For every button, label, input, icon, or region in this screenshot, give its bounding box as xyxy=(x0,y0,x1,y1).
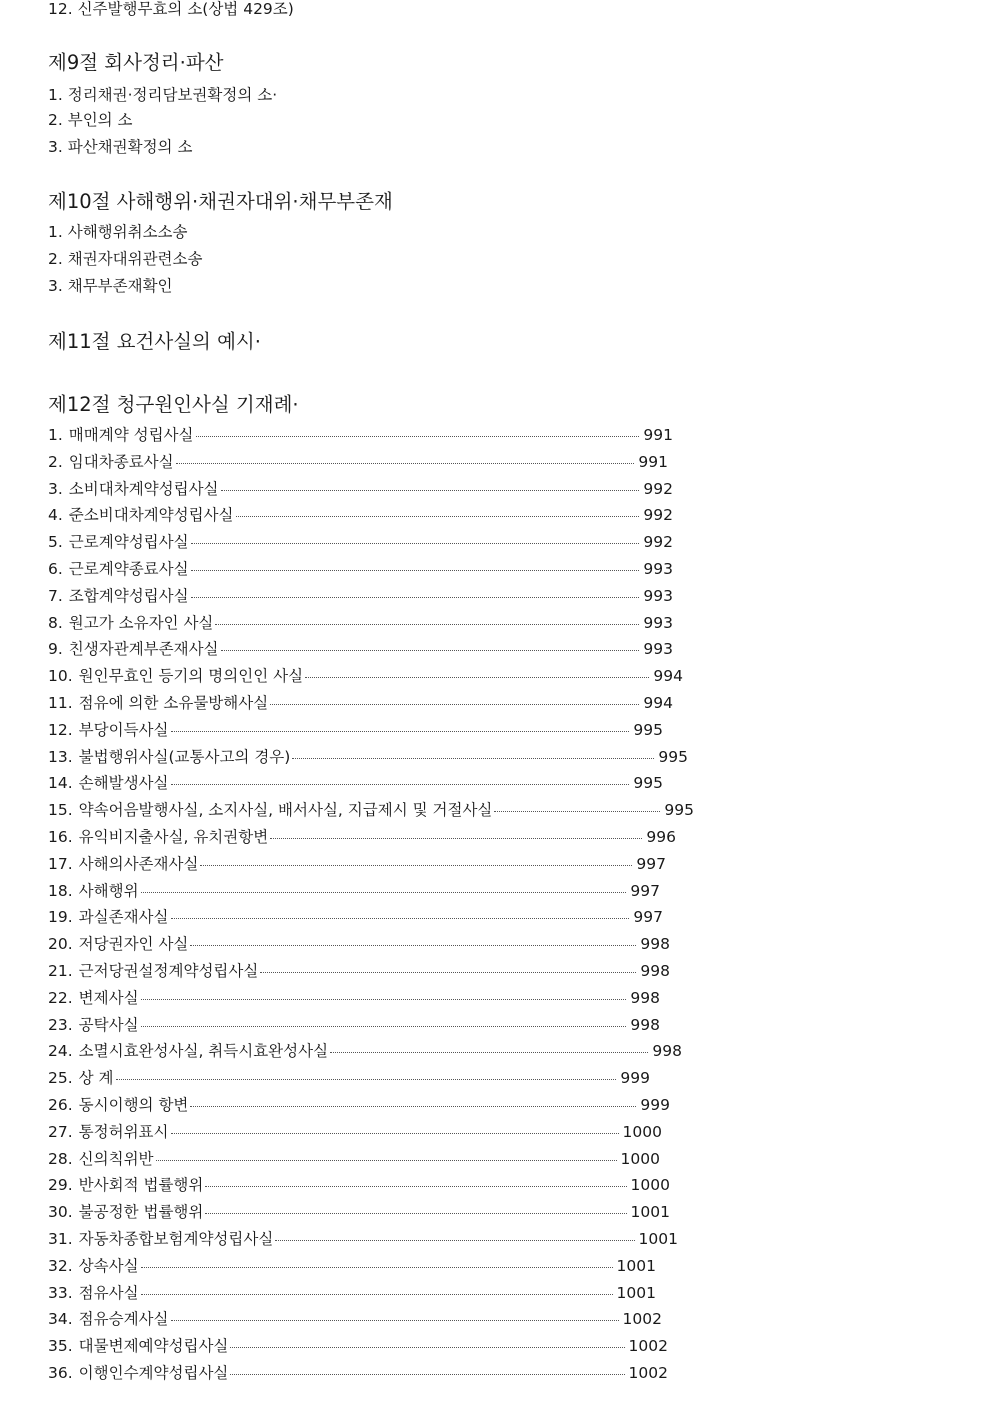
toc-entry-number: 12. xyxy=(48,720,73,739)
toc-entry-page: 999 xyxy=(640,1096,670,1114)
toc-entry-page: 998 xyxy=(640,935,670,954)
toc-entry xyxy=(48,1038,682,1064)
toc-entry xyxy=(48,1306,662,1332)
toc-entry-title: 점유에 의한 소유물방해사실 xyxy=(78,694,269,712)
toc-entry-page: 997 xyxy=(636,854,666,873)
toc-entry-title: 원고가 소유자인 사실 xyxy=(68,613,214,632)
toc-entry-number: 25. xyxy=(48,1069,73,1088)
toc-entry-number: 28. xyxy=(48,1149,73,1168)
toc-entry-page: 995 xyxy=(633,720,663,739)
toc-entry-title: 저당권자인 사실 xyxy=(78,935,189,954)
toc-entry-page: 991 xyxy=(638,452,668,471)
toc-entry xyxy=(48,797,694,823)
toc-entry xyxy=(48,1119,662,1145)
dot-leader xyxy=(292,757,654,759)
toc-entry-title: 신의칙위반 xyxy=(78,1149,154,1168)
toc-entry-title: 대물변제예약성립사실 xyxy=(78,1337,229,1356)
dot-leader xyxy=(270,703,639,705)
toc-entry-number: 13. xyxy=(48,747,73,766)
toc-entry xyxy=(48,931,670,957)
toc-entry-page: 992 xyxy=(643,506,673,525)
toc-entry-number: 18. xyxy=(48,881,73,900)
section-heading: 제11절 요건사실의 예시· xyxy=(48,330,261,353)
toc-entry-page: 999 xyxy=(620,1069,650,1088)
toc-entry-title: 사해의사존재사실 xyxy=(78,854,199,873)
dot-leader xyxy=(141,1266,613,1268)
dot-leader xyxy=(141,891,627,893)
toc-entry xyxy=(48,1333,668,1359)
toc-entry-number: 22. xyxy=(48,988,73,1007)
toc-entry-number: 15. xyxy=(48,801,73,820)
toc-entry-title: 이행인수계약성립사실 xyxy=(78,1364,229,1382)
dot-leader xyxy=(330,1051,648,1053)
toc-entry-page: 998 xyxy=(640,962,670,980)
toc-entry-page: 1002 xyxy=(628,1337,668,1356)
dot-leader xyxy=(215,623,639,625)
toc-entry-page: 991 xyxy=(643,426,673,444)
toc-entry-number: 10. xyxy=(48,667,73,686)
toc-entry xyxy=(48,610,673,636)
toc-entry xyxy=(48,1199,670,1225)
dot-leader xyxy=(171,917,630,919)
toc-entry xyxy=(48,958,670,984)
toc-entry-number: 2. xyxy=(48,452,63,471)
toc-heading: 제12절 청구원인사실 기재례· xyxy=(48,393,299,416)
toc-entry-page: 993 xyxy=(643,613,673,632)
toc-entry-page: 1000 xyxy=(622,1122,662,1141)
toc-entry-title: 임대차종료사실 xyxy=(68,452,174,471)
toc-entry xyxy=(48,904,663,930)
toc-entry-title: 사해행위 xyxy=(78,881,139,900)
dot-leader xyxy=(221,489,640,491)
dot-leader xyxy=(270,837,642,839)
dot-leader xyxy=(205,1212,626,1214)
toc-entry-page: 997 xyxy=(630,881,660,900)
toc-entry-title: 근로계약성립사실 xyxy=(68,533,189,552)
dot-leader xyxy=(236,515,640,517)
dot-leader xyxy=(191,542,640,544)
toc-entry xyxy=(48,502,673,528)
toc-entry xyxy=(48,422,673,448)
toc-entry-title: 과실존재사실 xyxy=(78,908,169,927)
dot-leader xyxy=(171,1319,619,1321)
dot-leader xyxy=(230,1373,624,1375)
toc-entry-title: 조합계약성립사실 xyxy=(68,586,189,605)
dot-leader xyxy=(305,676,649,678)
toc-entry-title: 유익비지출사실, 유치권항변 xyxy=(78,828,269,846)
dot-leader xyxy=(176,462,635,464)
toc-entry-title: 매매계약 성립사실 xyxy=(68,426,194,444)
dot-leader xyxy=(275,1239,634,1241)
toc-entry-page: 995 xyxy=(633,774,663,793)
toc-entry-title: 점유사실 xyxy=(78,1283,139,1302)
toc-entry-page: 1002 xyxy=(628,1364,668,1382)
dot-leader xyxy=(141,1025,627,1027)
toc-entry-title: 손해발생사실 xyxy=(78,774,169,793)
toc-entry-number: 29. xyxy=(48,1176,73,1195)
toc-entry-number: 35. xyxy=(48,1337,73,1356)
toc-entry-page: 992 xyxy=(643,479,673,498)
toc-entry xyxy=(48,717,663,743)
dot-leader xyxy=(230,1346,624,1348)
dot-leader xyxy=(190,1105,636,1107)
toc-entry-number: 32. xyxy=(48,1256,73,1275)
toc-entry-page: 1001 xyxy=(616,1256,656,1275)
toc-entry-page: 998 xyxy=(652,1042,682,1061)
toc-entry xyxy=(48,663,683,689)
list-item: 2. 부인의 소 xyxy=(48,111,133,129)
toc-entry-title: 근저당권설정계약성립사실 xyxy=(78,962,259,980)
toc-entry-page: 995 xyxy=(658,747,688,766)
toc-entry-title: 불공정한 법률행위 xyxy=(78,1203,204,1222)
toc-entry-title: 자동차종합보험계약성립사실 xyxy=(78,1230,274,1248)
toc-entry-number: 5. xyxy=(48,533,63,552)
toc-entry xyxy=(48,744,688,770)
toc-entry-title: 불법행위사실(교통사고의 경우) xyxy=(78,747,291,766)
toc-entry-number: 23. xyxy=(48,1015,73,1034)
dot-leader xyxy=(260,971,636,973)
toc-entry-number: 30. xyxy=(48,1203,73,1222)
list-item: 12. 신주발행무효의 소(상법 429조) xyxy=(48,0,294,18)
toc-entry-page: 997 xyxy=(633,908,663,927)
toc-entry-page: 992 xyxy=(643,533,673,552)
toc-entry-title: 변제사실 xyxy=(78,988,139,1007)
toc-entry xyxy=(48,1253,656,1279)
toc-entry-page: 998 xyxy=(630,1015,660,1034)
toc-entry-page: 993 xyxy=(643,560,673,578)
toc-entry-number: 24. xyxy=(48,1042,73,1061)
toc-entry xyxy=(48,1146,660,1172)
toc-entry-page: 1001 xyxy=(638,1230,678,1248)
toc-entry xyxy=(48,690,673,716)
dot-leader xyxy=(141,1293,613,1295)
dot-leader xyxy=(190,944,636,946)
toc-entry-title: 상속사실 xyxy=(78,1256,139,1275)
toc-entry xyxy=(48,1092,670,1118)
toc-entry xyxy=(48,770,663,796)
dot-leader xyxy=(141,998,627,1000)
dot-leader xyxy=(494,810,660,812)
toc-entry-number: 36. xyxy=(48,1364,73,1382)
toc-entry-page: 1002 xyxy=(622,1310,662,1329)
toc-entry-number: 1. xyxy=(48,426,63,444)
toc-entry xyxy=(48,851,666,877)
toc-entry-number: 9. xyxy=(48,640,63,659)
toc-entry-page: 998 xyxy=(630,988,660,1007)
list-item: 2. 채권자대위관련소송 xyxy=(48,250,203,268)
dot-leader xyxy=(191,596,640,598)
toc-entry xyxy=(48,556,673,582)
dot-leader xyxy=(205,1185,626,1187)
list-item: 3. 채무부존재확인 xyxy=(48,277,173,295)
dot-leader xyxy=(171,783,630,785)
toc-entry-title: 반사회적 법률행위 xyxy=(78,1176,204,1195)
toc-entry xyxy=(48,583,673,609)
toc-entry xyxy=(48,1280,656,1306)
toc-entry-title: 원인무효인 등기의 명의인인 사실 xyxy=(78,667,304,686)
toc-entry-number: 33. xyxy=(48,1283,73,1302)
toc-entry-number: 20. xyxy=(48,935,73,954)
toc-entry-page: 1001 xyxy=(616,1283,656,1302)
toc-entry-title: 소멸시효완성사실, 취득시효완성사실 xyxy=(78,1042,329,1061)
toc-entry-page: 995 xyxy=(664,801,694,820)
toc-entry-page: 993 xyxy=(643,586,673,605)
list-item: 1. 사해행위취소소송 xyxy=(48,223,188,241)
dot-leader xyxy=(196,435,640,437)
dot-leader xyxy=(171,1132,619,1134)
toc-entry-number: 31. xyxy=(48,1230,73,1248)
toc-entry-title: 소비대차계약성립사실 xyxy=(68,479,219,498)
dot-leader xyxy=(116,1078,617,1080)
toc-entry-page: 994 xyxy=(653,667,683,686)
toc-entry xyxy=(48,449,668,475)
toc-entry xyxy=(48,985,660,1011)
list-item: 1. 정리채권·정리담보권확정의 소· xyxy=(48,86,278,104)
toc-entry-number: 7. xyxy=(48,586,63,605)
toc-entry-page: 994 xyxy=(643,694,673,712)
dot-leader xyxy=(171,730,630,732)
toc-entry xyxy=(48,636,673,662)
toc-entry-title: 동시이행의 항변 xyxy=(78,1096,189,1114)
toc-entry-title: 상 계 xyxy=(78,1069,114,1088)
section-heading: 제9절 회사정리·파산 xyxy=(48,51,224,74)
toc-entry xyxy=(48,878,660,904)
toc-entry-page: 996 xyxy=(646,828,676,846)
toc-entry-number: 11. xyxy=(48,694,73,712)
toc-entry-title: 공탁사실 xyxy=(78,1015,139,1034)
toc-entry-number: 16. xyxy=(48,828,73,846)
toc-entry-page: 1000 xyxy=(620,1149,660,1168)
toc-entry-title: 약속어음발행사실, 소지사실, 배서사실, 지급제시 및 거절사실 xyxy=(78,801,493,820)
toc-entry-number: 8. xyxy=(48,613,63,632)
toc-entry-number: 14. xyxy=(48,774,73,793)
toc-entry-number: 21. xyxy=(48,962,73,980)
toc-entry-title: 통정허위표시 xyxy=(78,1122,169,1141)
toc-entry-number: 6. xyxy=(48,560,63,578)
toc-entry-title: 친생자관계부존재사실 xyxy=(68,640,219,659)
toc-entry-page: 1000 xyxy=(630,1176,670,1195)
dot-leader xyxy=(221,649,640,651)
toc-entry-number: 4. xyxy=(48,506,63,525)
dot-leader xyxy=(191,569,640,571)
toc-entry-title: 준소비대차계약성립사실 xyxy=(68,506,234,525)
toc-entry-number: 19. xyxy=(48,908,73,927)
toc-entry-title: 점유승계사실 xyxy=(78,1310,169,1329)
toc-entry-page: 993 xyxy=(643,640,673,659)
section-heading: 제10절 사해행위·채권자대위·채무부존재 xyxy=(48,190,393,213)
dot-leader xyxy=(200,864,632,866)
toc-entry-title: 근로계약종료사실 xyxy=(68,560,189,578)
toc-entry xyxy=(48,1012,660,1038)
toc-entry xyxy=(48,1065,650,1091)
toc-entry xyxy=(48,824,676,850)
dot-leader xyxy=(156,1159,617,1161)
toc-entry xyxy=(48,1226,678,1252)
toc-entry-number: 27. xyxy=(48,1122,73,1141)
list-item: 3. 파산채권확정의 소 xyxy=(48,138,193,156)
toc-entry-title: 부당이득사실 xyxy=(78,720,169,739)
toc-entry-number: 17. xyxy=(48,854,73,873)
toc-entry xyxy=(48,476,673,502)
toc-entry-page: 1001 xyxy=(630,1203,670,1222)
toc-entry xyxy=(48,1360,668,1386)
toc-entry-number: 3. xyxy=(48,479,63,498)
toc-entry xyxy=(48,1172,670,1198)
toc-entry xyxy=(48,529,673,555)
toc-entry-number: 34. xyxy=(48,1310,73,1329)
toc-entry-number: 26. xyxy=(48,1096,73,1114)
